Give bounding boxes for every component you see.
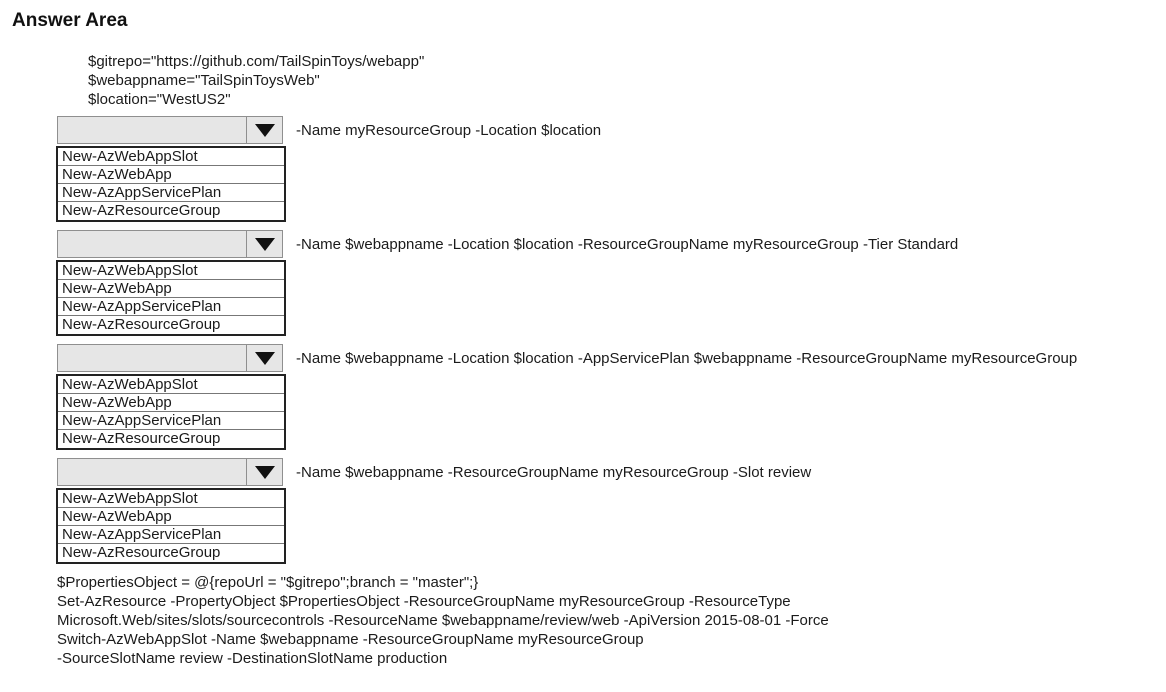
option-new-azwebapp[interactable]: New-AzWebApp [58, 508, 284, 526]
chevron-down-icon [255, 124, 275, 137]
command-select-4-value [58, 459, 246, 485]
code-line: $gitrepo="https://github.com/TailSpinToys/webapp" [88, 53, 425, 70]
option-new-azwebapp[interactable]: New-AzWebApp [58, 280, 284, 298]
command-select-2[interactable] [57, 230, 283, 258]
command-options-list-1 [56, 146, 286, 222]
code-line: $location="WestUS2" [88, 91, 231, 108]
command-options-list-4 [56, 488, 286, 564]
footer-code-block [57, 573, 1166, 668]
command-dropdown-group-1 [57, 116, 1166, 222]
chevron-down-icon [255, 352, 275, 365]
command-options-list-2 [56, 260, 286, 336]
code-line: Set-AzResource -PropertyObject $PropertiesObject -ResourceGroupName myResourceGroup -ResourceType [57, 593, 791, 610]
command-select-3[interactable] [57, 344, 283, 372]
option-new-azwebappslot[interactable]: New-AzWebAppSlot [58, 262, 284, 280]
command-options-list-3 [56, 374, 286, 450]
option-new-azresourcegroup[interactable]: New-AzResourceGroup [62, 544, 221, 561]
dropdown-arrow-button-3[interactable] [246, 345, 282, 371]
option-new-azwebapp[interactable]: New-AzWebApp [58, 394, 284, 412]
chevron-down-icon [255, 238, 275, 251]
command-params-1: -Name myResourceGroup -Location $location [296, 121, 602, 139]
code-line: -SourceSlotName review -DestinationSlotName production [57, 650, 448, 667]
option-new-azwebappslot[interactable]: New-AzWebAppSlot [58, 376, 284, 394]
command-dropdown-group-2 [57, 230, 1166, 336]
option-new-azresourcegroup[interactable]: New-AzResourceGroup [62, 202, 221, 219]
header-code-block [88, 52, 1166, 109]
command-params-2: -Name $webappname -Location $location -ResourceGroupName myResourceGroup -Tier Standard [296, 235, 959, 253]
dropdown-arrow-button-1[interactable] [246, 117, 282, 143]
option-new-azresourcegroup[interactable]: New-AzResourceGroup [62, 430, 221, 447]
option-new-azwebappslot[interactable]: New-AzWebAppSlot [58, 490, 284, 508]
option-new-azappserviceplan[interactable]: New-AzAppServicePlan [58, 526, 284, 544]
option-new-azappserviceplan[interactable]: New-AzAppServicePlan [58, 412, 284, 430]
chevron-down-icon [255, 466, 275, 479]
option-new-azwebapp[interactable]: New-AzWebApp [58, 166, 284, 184]
code-line: Microsoft.Web/sites/slots/sourcecontrols -ResourceName $webappname/review/web -ApiVersion 2015-08-01 -Force [57, 612, 829, 629]
code-line: $webappname="TailSpinToysWeb" [88, 72, 320, 89]
command-select-3-value [58, 345, 246, 371]
command-select-1-value [58, 117, 246, 143]
dropdown-arrow-button-4[interactable] [246, 459, 282, 485]
command-select-2-value [58, 231, 246, 257]
option-new-azappserviceplan[interactable]: New-AzAppServicePlan [58, 184, 284, 202]
command-dropdown-group-4 [57, 458, 1166, 564]
option-new-azresourcegroup[interactable]: New-AzResourceGroup [62, 316, 221, 333]
command-dropdown-group-3 [57, 344, 1166, 450]
option-new-azappserviceplan[interactable]: New-AzAppServicePlan [58, 298, 284, 316]
command-select-1[interactable] [57, 116, 283, 144]
code-line: $PropertiesObject = @{repoUrl = "$gitrepo";branch = "master";} [57, 574, 479, 591]
dropdown-groups [12, 116, 1166, 564]
code-line: Switch-AzWebAppSlot -Name $webappname -ResourceGroupName myResourceGroup [57, 631, 644, 648]
option-new-azwebappslot[interactable]: New-AzWebAppSlot [58, 148, 284, 166]
command-select-4[interactable] [57, 458, 283, 486]
page-title: Answer Area [12, 10, 128, 31]
dropdown-arrow-button-2[interactable] [246, 231, 282, 257]
command-params-4: -Name $webappname -ResourceGroupName myResourceGroup -Slot review [296, 463, 812, 481]
command-params-3: -Name $webappname -Location $location -AppServicePlan $webappname -ResourceGroupName myResourceGroup [296, 349, 1078, 367]
